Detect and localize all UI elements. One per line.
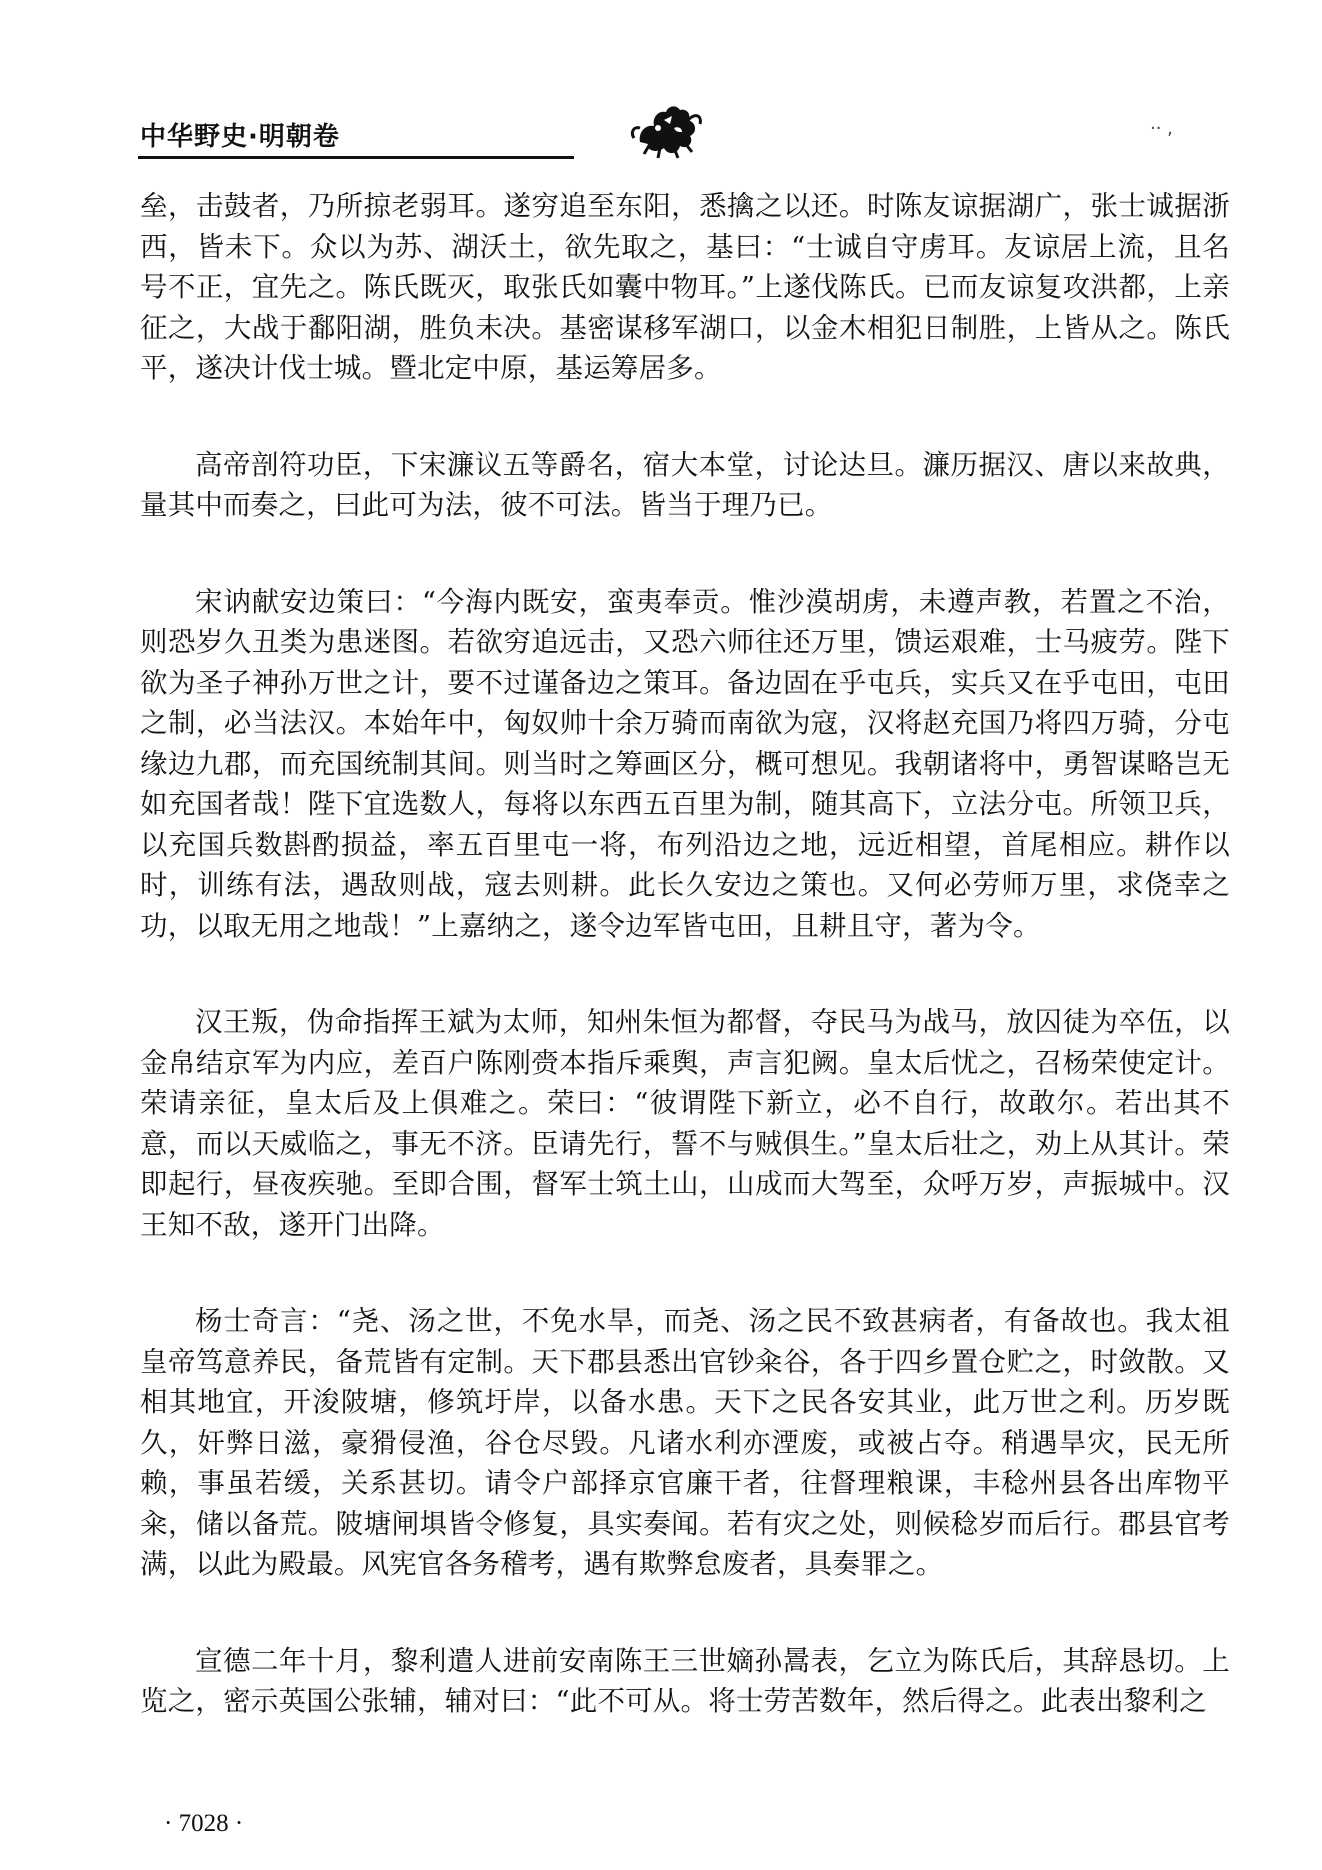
running-header — [138, 98, 1238, 160]
paragraph-5: 杨士奇言：“尧、汤之世，不免水旱，而尧、汤之民不致甚病者，有备故也。我太祖皇帝笃意养民，备荒皆有定制。天下郡县悉出官钞籴谷，各于四乡置仓贮之，时敛散。又相其地宜，开浚陂塘，修筑圩岸，以备水患。天下之民各安其业，此万世之利。历岁既久，奸弊日滋，豪猾侵渔，谷仓尽毁。凡诸水利亦湮废，或被占夺。稍遇旱灾，民无所赖，事虽若缓，关系甚切。请令户部择京官廉干者，往督理粮课，丰稔州县各出库物平籴，储以备荒。陂塘闸埧皆令修复，具实奏闻。若有灾之处，则候稔岁而后行。郡县官考满，以此为殿最。风宪官各务稽考，遇有欺弊怠废者，具奏罪之。 — [140, 1305, 1230, 1580]
corner-marks: ·· , — [1150, 118, 1173, 139]
paragraph-gap — [140, 526, 1230, 582]
paragraph-gap — [140, 1585, 1230, 1641]
paragraph-2: 高帝剖符功臣，下宋濂议五等爵名，宿大本堂，讨论达旦。濂历据汉、唐以来故典，量其中而奏之，曰此可为法，彼不可法。皆当于理乃已。 — [140, 448, 1230, 521]
paragraph-4: 汉王叛，伪命指挥王斌为太师，知州朱恒为都督，夺民马为战马，放囚徒为卒伍，以金帛结京军为内应，差百户陈刚赍本指斥乘舆，声言犯阙。皇太后忧之，召杨荣使定计。荣请亲征，皇太后及上俱难之。荣曰：“彼谓陛下新立，必不自行，故敢尔。若出其不意，而以天威临之，事无不济。臣请先行，誓不与贼俱生。”皇太后壮之，劝上从其计。荣即起行，昼夜疾驰。至即合围，督军士筑土山，山成而大驾至，众呼万岁，声振城中。汉王知不敌，遂开门出降。 — [140, 1006, 1230, 1241]
paragraph-gap — [140, 1245, 1230, 1301]
paragraph-3: 宋讷献安边策曰：“今海内既安，蛮夷奉贡。惟沙漠胡虏，未遵声教，若置之不治，则恐岁久丑类为患迷图。若欲穷追远击，又恐六师往还万里，馈运艰难，士马疲劳。陛下欲为圣子神孙万世之计，要不过谨备边之策耳。备边固在乎屯兵，实兵又在乎屯田，屯田之制，必当法汉。本始年中，匈奴帅十余万骑而南欲为寇，汉将赵充国乃将四万骑，分屯缘边九郡，而充国统制其间。则当时之筹画区分，概可想见。我朝诸将中，勇智谋略岂无如充国者哉！陛下宜选数人，每将以东西五百里为制，随其高下，立法分屯。所领卫兵，以充国兵数斟酌损益，率五百里屯一将，布列沿边之地，远近相望，首尾相应。耕作以时，训练有法，遇敌则战，寇去则耕。此长久安边之策也。又何必劳师万里，求侥幸之功，以取无用之地哉！”上嘉纳之，遂令边军皆屯田，且耕且守，著为令。 — [140, 585, 1230, 942]
paragraph-1: 垒，击鼓者，乃所掠老弱耳。遂穷追至东阳，悉擒之以还。时陈友谅据湖广，张士诚据浙西，皆未下。众以为苏、湖沃土，欲先取之，基曰：“士诚自守虏耳。友谅居上流，且名号不正，宜先之。陈氏既灭，取张氏如囊中物耳。”上遂伐陈氏。已而友谅复攻洪都，上亲征之，大战于鄱阳湖，胜负未决。基密谋移军湖口，以金木相犯日制胜，上皆从之。陈氏平，遂决计伐士城。暨北定中原，基运筹居多。 — [140, 190, 1230, 384]
body-text — [140, 186, 1230, 1722]
header-rule — [138, 156, 574, 159]
paragraph-gap — [140, 946, 1230, 1002]
paragraph-gap — [140, 389, 1230, 445]
paragraph-6: 宣德二年十月，黎利遣人进前安南陈王三世嫡孙暠表，乞立为陈氏后，其辞恳切。上览之，密示英国公张辅，辅对曰：“此不可从。将士劳苦数年，然后得之。此表出黎利之 — [140, 1644, 1230, 1717]
page-number: · 7028 · — [164, 1810, 244, 1837]
book-title: 中华野史·明朝卷 — [140, 122, 340, 152]
dragon-emblem-icon — [628, 98, 708, 160]
